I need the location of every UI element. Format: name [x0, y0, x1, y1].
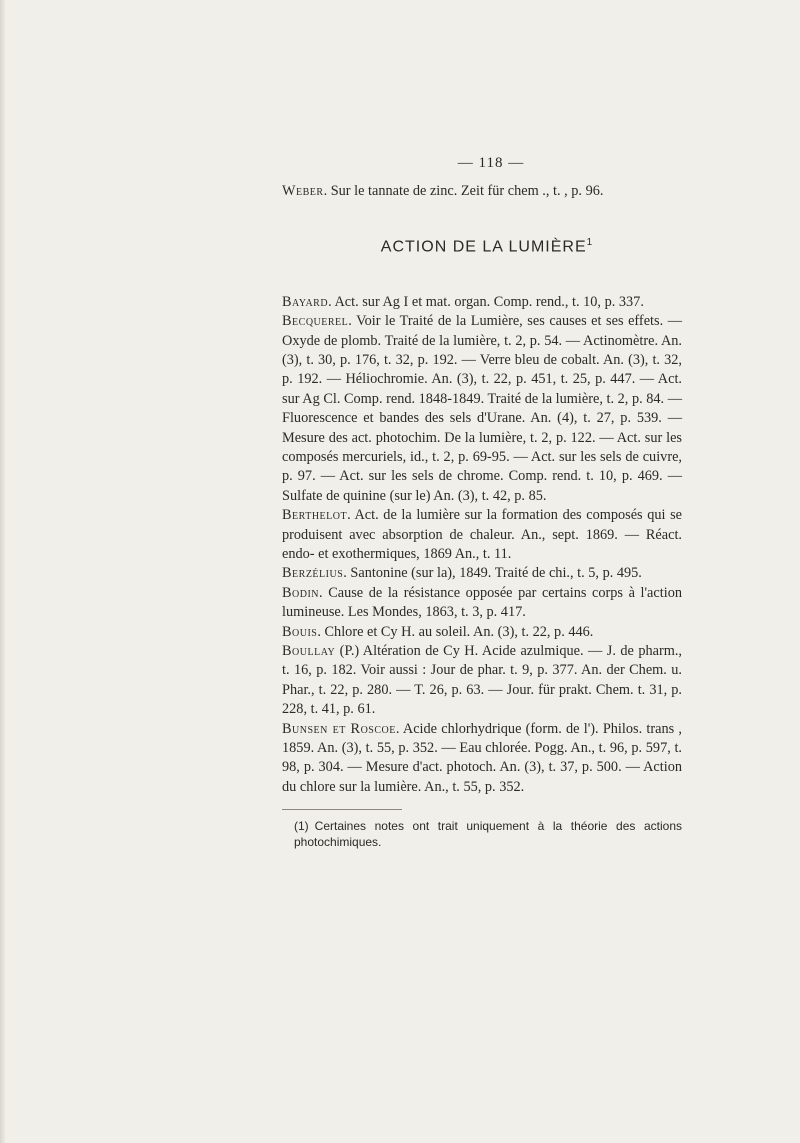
bibliography-entry — [282, 293, 682, 312]
entry-author: Becquerel — [282, 313, 349, 330]
footnote-divider — [282, 809, 402, 810]
entry-text: . Chlore et Cy H. au soleil. An. (3), t. 22, p. 446. — [317, 623, 594, 640]
entry-author: Bodin — [282, 584, 320, 601]
entry-author: Bouis — [282, 623, 318, 640]
page-number: — 118 — — [457, 155, 525, 171]
bibliography-entry — [282, 506, 682, 564]
entry-text: . Act. de la lumière sur la formation des composés qui se produisent avec absorption de chaleur. An., sept. 1869. — Réact. endo- et exothermiques, 1869 An., t. 11. — [282, 507, 682, 563]
footnote-mark: (1) — [294, 819, 309, 834]
bibliography-list — [282, 293, 682, 798]
entry-author: Boullay — [282, 643, 336, 660]
entry-author: Berzélius — [282, 565, 344, 582]
entry-author: Weber — [282, 183, 324, 199]
entry-text: (P.) Altération de Cy H. Acide azulmique. — J. de pharm., t. 16, p. 182. Voir aussi : Jour de phar. t. 9, p. 377. An. der Chem. u. Phar., t. 22, p. 280. — T. 26, p. 63. — Jour. für prakt. Chem. t. 31, p. 228, t. 41, p. 61. — [282, 643, 682, 718]
footnote — [282, 818, 682, 850]
bibliography-entry — [282, 642, 682, 720]
bibliography-entry — [282, 623, 682, 642]
section-title-text: ACTION DE LA LUMIÈRE — [380, 238, 587, 256]
intro-entry — [282, 182, 682, 201]
bibliography-entry-weber — [282, 182, 682, 201]
entry-text: . Act. sur Ag I et mat. organ. Comp. rend., t. 10, p. 337. — [328, 293, 644, 310]
entry-text: . Cause de la résistance opposée par certains corps à l'action lumineuse. Les Mondes, 1863, t. 3, p. 417. — [282, 584, 682, 621]
section-title — [282, 237, 682, 256]
entry-author: Bunsen et Roscoe — [282, 720, 396, 737]
footnote-text: Certaines notes ont trait uniquement à la théorie des actions photochimiques. — [294, 819, 682, 850]
section-title-note-mark: 1 — [586, 237, 594, 249]
entry-text: . Voir le Traité de la Lumière, ses causes et ses effets. — Oxyde de plomb. Traité de la lumière, t. 2, p. 54. — Actinomètre. An. (3), t. 30, p. 176, t. 32, p. 192. — Verre bleu de cobalt. An. (3), t. 32, p. 192. — Héliochromie. An. (3), t. 22, p. 451, t. 25, p. 447. — Act. sur Ag Cl. Comp. rend. 1848-1849. Traité de la lumière, t. 2, p. 84. — Fluorescence et bandes des sels d'Urane. An. (4), t. 27, p. 539. — Mesure des act. photochim. De la lumière, t. 2, p. 122. — Act. sur les composés mercuriels, id., t. 2, p. 69-95. — Act. sur les sels de cuivre, p. 97. — Act. sur les sels de chrome. Comp. rend. t. 10, p. 469. — Sulfate de quinine (sur le) An. (3), t. 42, p. 85. — [282, 313, 682, 504]
entry-text: . Santonine (sur la), 1849. Traité de chi., t. 5, p. 495. — [343, 565, 642, 582]
entry-author: Berthelot — [282, 507, 348, 524]
text-column — [282, 155, 682, 850]
entry-text: . Acide chlorhydrique (form. de l'). Philos. trans , 1859. An. (3), t. 55, p. 352. — Eau chlorée. Pogg. An., t. 96, p. 597, t. 98, p. 304. — Mesure d'act. photoch. An. (3), t. 37, p. 500. — Action du chlore sur la lumière. An., t. 55, p. 352. — [282, 720, 682, 795]
bibliography-entry — [282, 720, 682, 798]
page-edge-shadow — [0, 0, 6, 1143]
bibliography-entry — [282, 312, 682, 506]
entry-text: . Sur le tannate de zinc. Zeit für chem ., t. , p. 96. — [323, 183, 604, 199]
entry-author: Bayard — [282, 293, 329, 310]
bibliography-entry — [282, 564, 682, 583]
bibliography-entry — [282, 584, 682, 623]
